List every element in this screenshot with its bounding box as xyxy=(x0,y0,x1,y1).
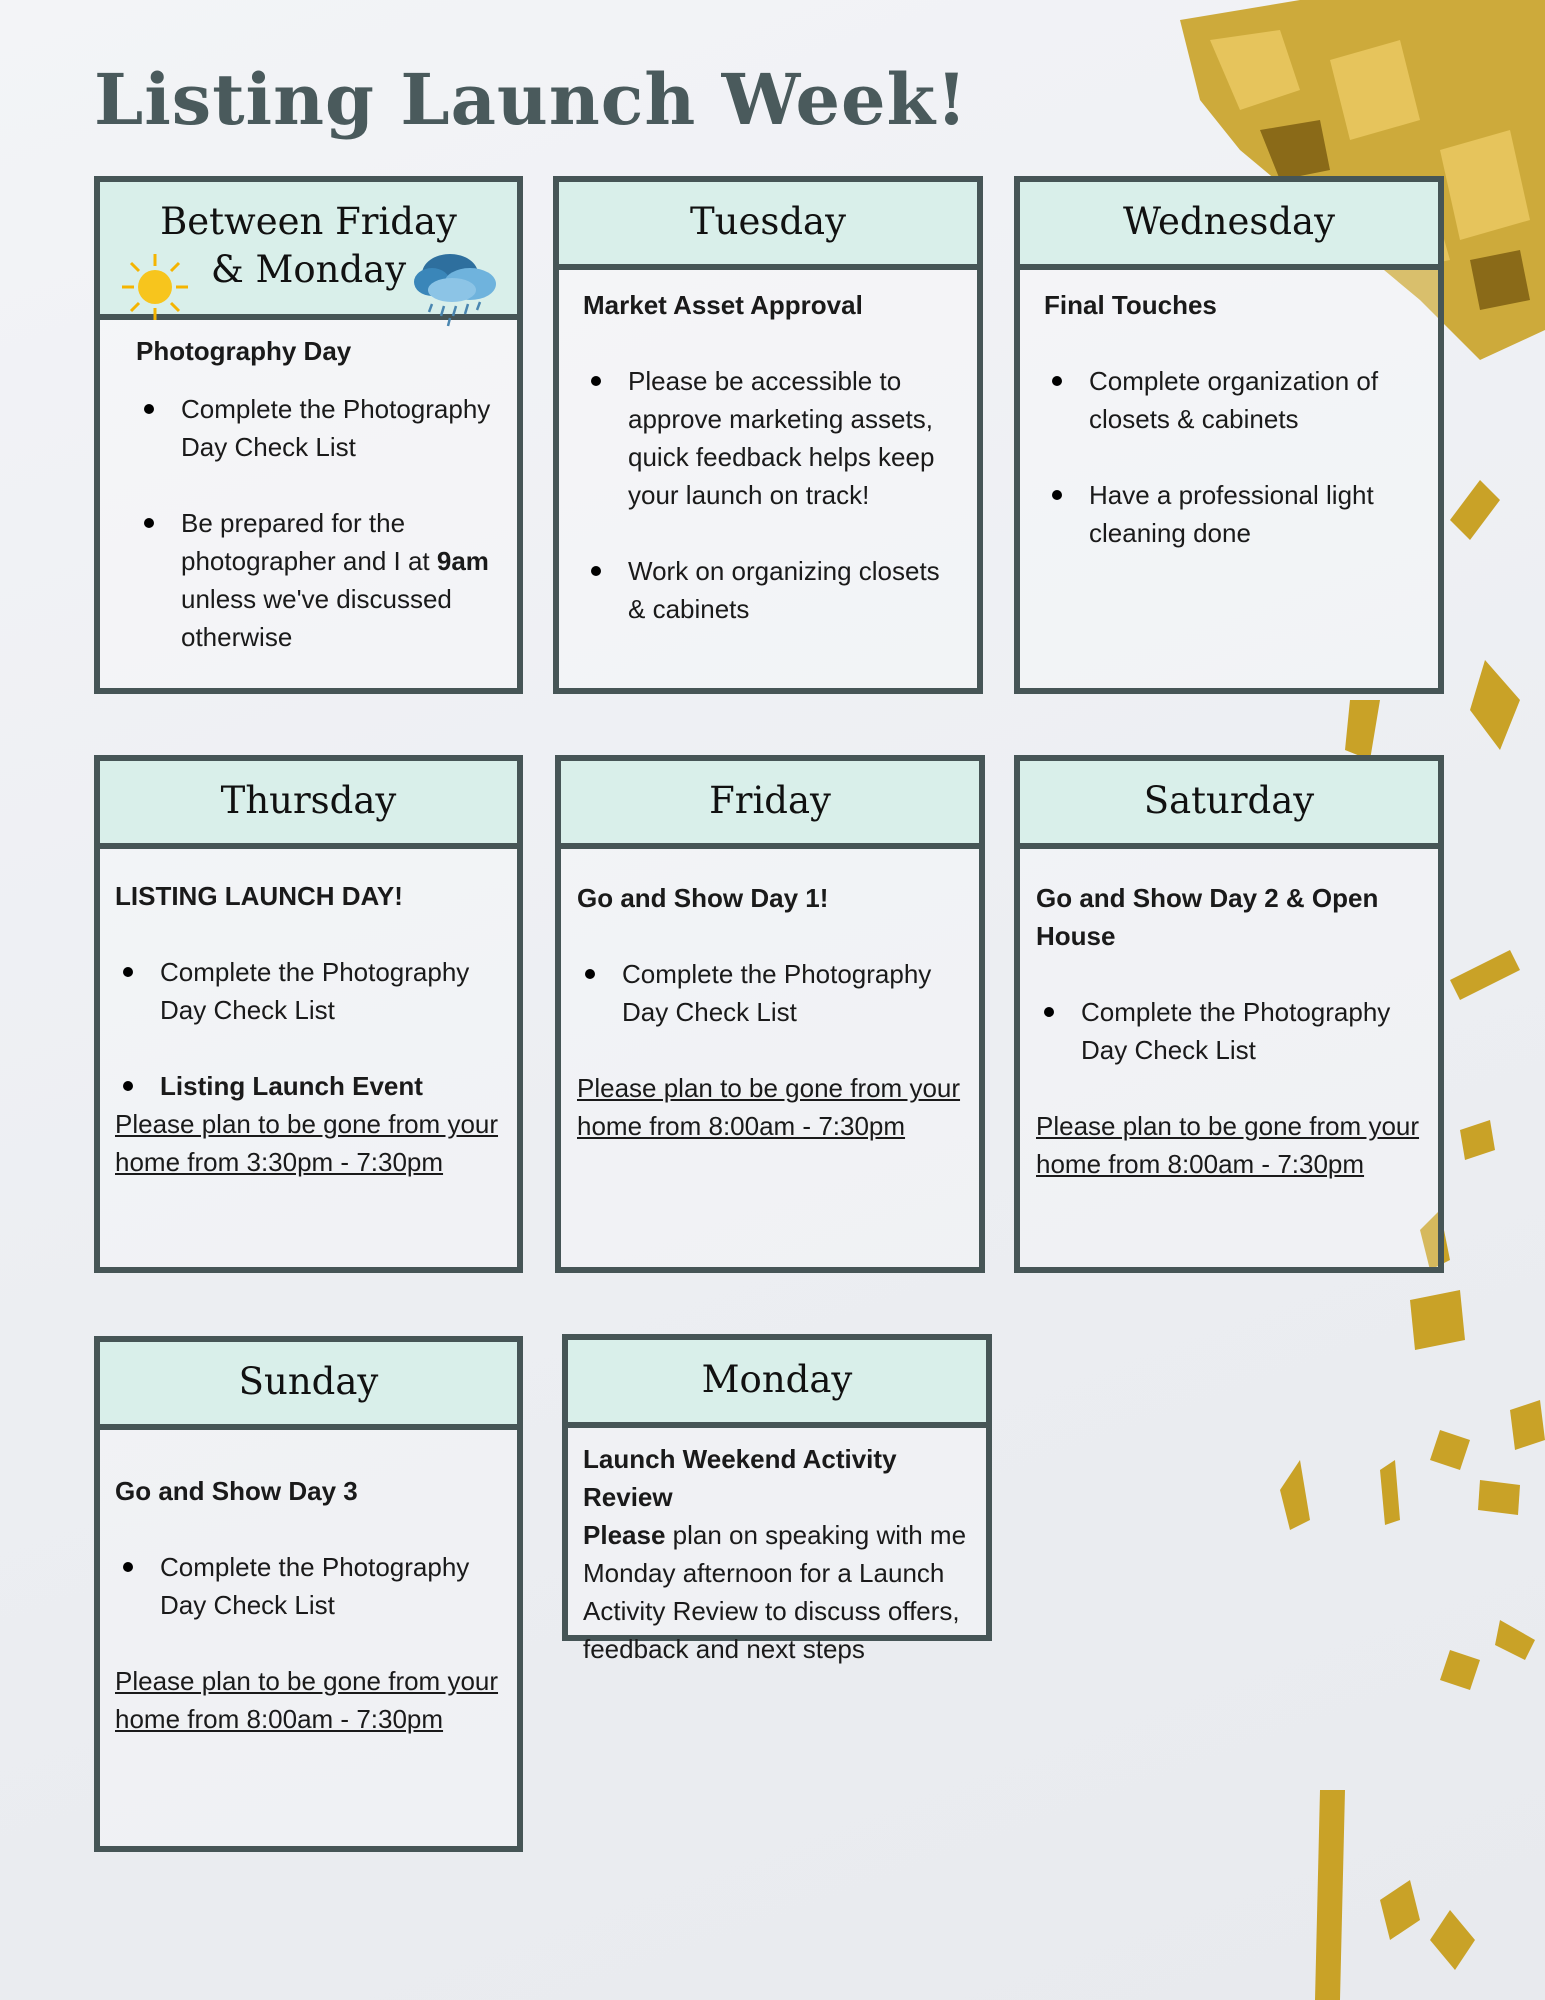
card-header xyxy=(1020,182,1438,270)
list-item xyxy=(136,504,497,656)
bullet-list xyxy=(577,955,965,1031)
card-body xyxy=(568,1428,986,1668)
card-body xyxy=(559,270,977,628)
away-time-note: Please plan to be gone from your home from 8:00am - 7:30pm xyxy=(115,1666,499,1734)
list-item: Complete the Photography Day Check List xyxy=(115,953,503,1029)
list-item: Work on organizing closets & cabinets xyxy=(583,552,957,628)
card-subtitle: Go and Show Day 3 xyxy=(115,1476,358,1506)
bullet-list xyxy=(115,953,503,1105)
list-item: Have a professional light cleaning done xyxy=(1044,476,1418,552)
list-item: Complete the Photography Day Check List xyxy=(136,390,497,466)
bullet-list xyxy=(1036,993,1424,1069)
card-header-title: Saturday xyxy=(1143,779,1315,822)
list-item: Complete organization of closets & cabinets xyxy=(1044,362,1418,438)
card-header-title: Thursday xyxy=(220,779,397,822)
card-subtitle: LISTING LAUNCH DAY! xyxy=(115,881,403,911)
card-thursday xyxy=(94,755,523,1273)
card-body xyxy=(561,849,979,1145)
card-friday xyxy=(555,755,985,1273)
page-title: Listing Launch Week! xyxy=(94,58,968,141)
away-time-note: Please plan to be gone from your home from 3:30pm - 7:30pm xyxy=(115,1109,499,1177)
card-body xyxy=(100,320,517,656)
card-body xyxy=(1020,849,1438,1183)
list-item: Complete the Photography Day Check List xyxy=(577,955,965,1031)
time-highlight: 9am xyxy=(436,546,489,576)
card-subtitle: Launch Weekend Activity Review xyxy=(583,1444,897,1512)
card-subtitle: Market Asset Approval xyxy=(583,290,863,320)
body-text: plan on speaking with me Monday afternoon for a Launch Activity Review to discuss offers, feedback and next steps xyxy=(583,1520,967,1664)
card-body xyxy=(1020,270,1438,552)
list-item: Please be accessible to approve marketing assets, quick feedback helps keep your launch on track! xyxy=(583,362,957,514)
card-body xyxy=(100,1430,517,1738)
card-monday xyxy=(562,1334,992,1664)
away-time-note: Please plan to be gone from your home from 8:00am - 7:30pm xyxy=(1036,1111,1420,1179)
emphasis-word: Please xyxy=(583,1520,666,1550)
card-body xyxy=(100,849,517,1181)
card-between-friday-monday xyxy=(94,176,523,694)
bullet-list xyxy=(1044,362,1418,552)
list-item: Complete the Photography Day Check List xyxy=(1036,993,1424,1069)
bullet-list xyxy=(136,390,497,656)
card-header-title: Sunday xyxy=(238,1360,379,1403)
card-header-title: Tuesday xyxy=(689,200,847,243)
bullet-list xyxy=(583,362,957,628)
card-header xyxy=(559,182,977,270)
card-sunday xyxy=(94,1336,523,1852)
card-header xyxy=(568,1340,986,1428)
list-item-text: Be prepared for the photographer and I at xyxy=(181,508,437,576)
rain-cloud-icon xyxy=(410,244,505,341)
sun-icon xyxy=(120,252,190,334)
card-header xyxy=(100,761,517,849)
card-header xyxy=(100,182,517,320)
list-item-text: unless we've discussed otherwise xyxy=(181,584,452,652)
card-header xyxy=(561,761,979,849)
list-item: Listing Launch Event xyxy=(115,1067,503,1105)
card-subtitle: Final Touches xyxy=(1044,290,1217,320)
card-header-title: Monday xyxy=(701,1358,853,1401)
away-time-note: Please plan to be gone from your home from 8:00am - 7:30pm xyxy=(577,1073,961,1141)
card-tuesday xyxy=(553,176,983,694)
card-header-title: Between Friday & Monday xyxy=(160,200,457,291)
card-header-title: Friday xyxy=(709,779,831,822)
list-item: Complete the Photography Day Check List xyxy=(115,1548,503,1624)
card-header xyxy=(1020,761,1438,849)
card-header-title: Wednesday xyxy=(1123,200,1335,243)
bullet-list xyxy=(115,1548,503,1624)
card-subtitle: Photography Day xyxy=(136,336,352,366)
card-subtitle: Go and Show Day 2 & Open House xyxy=(1036,883,1379,951)
card-wednesday xyxy=(1014,176,1444,694)
card-saturday xyxy=(1014,755,1444,1273)
card-subtitle: Go and Show Day 1! xyxy=(577,883,829,913)
card-header xyxy=(100,1342,517,1430)
card-body-text xyxy=(583,1516,972,1668)
